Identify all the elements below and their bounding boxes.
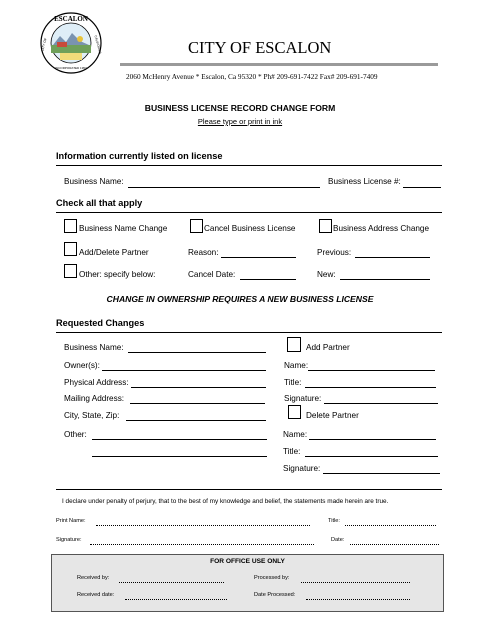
owners-label: Owner(s): — [64, 361, 100, 370]
received-date-field[interactable] — [125, 599, 227, 600]
previous-label: Previous: — [317, 248, 352, 257]
cancel-date-field[interactable] — [240, 279, 296, 280]
current-business-name-label: Business Name: — [64, 177, 124, 186]
add-partner-title-field[interactable] — [305, 387, 436, 388]
delete-partner-title-label: Title: — [283, 447, 301, 456]
date-field[interactable] — [350, 544, 439, 545]
form-title: BUSINESS LICENSE RECORD CHANGE FORM — [144, 103, 336, 113]
add-partner-name-label: Name: — [284, 361, 309, 370]
cancel-date-label: Cancel Date: — [188, 270, 236, 279]
delete-partner-signature-field[interactable] — [323, 473, 440, 474]
cancel-business-license-checkbox[interactable] — [190, 219, 203, 233]
address-line: 2060 McHenry Avenue * Escalon, Ca 95320 * Ph# 209-691-7422 Fax# 209-691-7409 — [126, 72, 378, 81]
new-business-name-label: Business Name: — [64, 343, 124, 352]
city-state-zip-field[interactable] — [126, 420, 266, 421]
new-label: New: — [317, 270, 336, 279]
city-seal-logo — [40, 12, 102, 74]
check-all-heading: Check all that apply — [56, 198, 143, 208]
header-rule — [120, 63, 438, 66]
svg-text:INCORPORATED 1957: INCORPORATED 1957 — [55, 66, 87, 70]
business-address-change-checkbox[interactable] — [319, 219, 332, 233]
new-business-name-field[interactable] — [128, 352, 266, 353]
date-processed-label: Date Processed: — [254, 592, 296, 598]
svg-text:CITY OF: CITY OF — [40, 37, 48, 52]
delete-partner-name-label: Name: — [283, 430, 308, 439]
processed-by-label: Processed by: — [254, 575, 290, 581]
title-label: Title: — [328, 518, 340, 524]
delete-partner-title-field[interactable] — [305, 456, 438, 457]
print-name-field[interactable] — [96, 525, 310, 526]
add-partner-checkbox[interactable] — [287, 337, 301, 352]
add-partner-name-field[interactable] — [308, 370, 435, 371]
svg-text:ESCALON: ESCALON — [54, 15, 88, 23]
owners-field[interactable] — [102, 370, 266, 371]
delete-partner-checkbox[interactable] — [288, 405, 301, 419]
other-field-line-2[interactable] — [92, 456, 267, 457]
city-state-zip-label: City, State, Zip: — [64, 411, 120, 420]
requested-changes-rule — [56, 332, 442, 333]
processed-by-field[interactable] — [301, 582, 410, 583]
previous-field[interactable] — [355, 257, 430, 258]
received-by-label: Received by: — [77, 575, 110, 581]
physical-address-label: Physical Address: — [64, 378, 129, 387]
reason-field[interactable] — [221, 257, 296, 258]
add-partner-signature-field[interactable] — [324, 403, 438, 404]
check-all-rule — [56, 212, 442, 213]
delete-partner-name-field[interactable] — [309, 439, 436, 440]
ownership-notice: CHANGE IN OWNERSHIP REQUIRES A NEW BUSINESS LICENSE — [106, 294, 374, 304]
other-label: Other: — [64, 430, 87, 439]
mailing-address-label: Mailing Address: — [64, 394, 125, 403]
mailing-address-field[interactable] — [130, 403, 265, 404]
declaration-rule — [56, 489, 442, 490]
reason-label: Reason: — [188, 248, 219, 257]
received-date-label: Received date: — [77, 592, 115, 598]
date-processed-field[interactable] — [306, 599, 410, 600]
add-partner-label: Add Partner — [306, 343, 350, 352]
svg-text:CALIFORNIA: CALIFORNIA — [93, 34, 102, 55]
new-field[interactable] — [340, 279, 430, 280]
add-partner-signature-label: Signature: — [284, 394, 322, 403]
delete-partner-label: Delete Partner — [306, 411, 359, 420]
current-info-heading: Information currently listed on license — [56, 151, 223, 161]
add-delete-partner-label: Add/Delete Partner — [79, 248, 149, 257]
title-field[interactable] — [345, 525, 436, 526]
business-name-change-label: Business Name Change — [79, 224, 168, 233]
city-title: CITY OF ESCALON — [188, 38, 332, 57]
other-specify-label: Other: specify below: — [79, 270, 156, 279]
current-business-name-field[interactable] — [128, 187, 320, 188]
current-business-license-field[interactable] — [403, 187, 441, 188]
cancel-business-license-label: Cancel Business License — [204, 224, 296, 233]
office-use-heading: FOR OFFICE USE ONLY — [210, 558, 285, 565]
requested-changes-heading: Requested Changes — [56, 318, 145, 328]
current-info-rule — [56, 165, 442, 166]
signature-label: Signature: — [56, 537, 82, 543]
print-name-label: Print Name: — [56, 518, 86, 524]
received-by-field[interactable] — [119, 582, 224, 583]
other-field-line-1[interactable] — [92, 439, 267, 440]
add-delete-partner-checkbox[interactable] — [64, 242, 77, 256]
other-specify-checkbox[interactable] — [64, 264, 77, 278]
date-label: Date: — [331, 537, 345, 543]
form-subtitle: Please type or print in ink — [197, 117, 283, 126]
declaration-text: I declare under penalty of perjury, that to the best of my knowledge and belief, the statements made herein are true. — [62, 498, 389, 505]
signature-field[interactable] — [90, 544, 314, 545]
business-name-change-checkbox[interactable] — [64, 219, 77, 233]
current-business-license-label: Business License #: — [328, 177, 401, 186]
delete-partner-signature-label: Signature: — [283, 464, 321, 473]
physical-address-field[interactable] — [131, 387, 266, 388]
business-address-change-label: Business Address Change — [333, 224, 430, 233]
add-partner-title-label: Title: — [284, 378, 302, 387]
